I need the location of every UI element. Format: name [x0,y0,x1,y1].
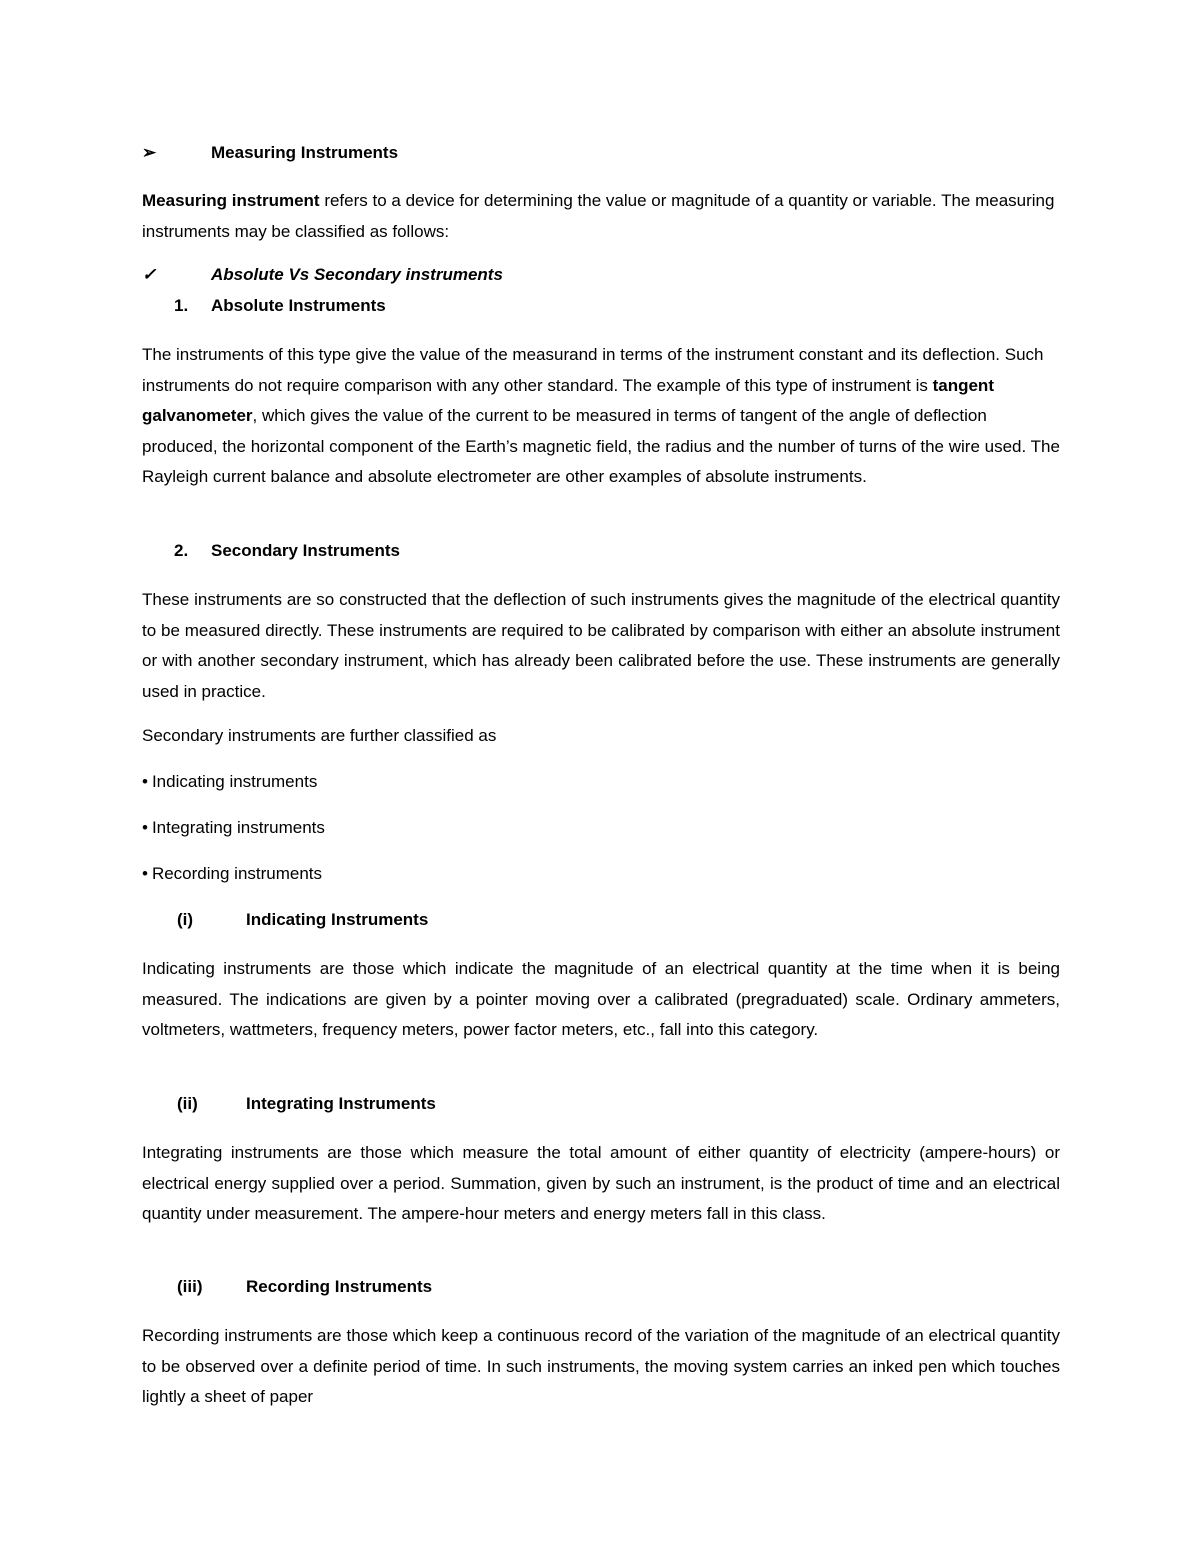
absolute-text-b: , which gives the value of the current to be measured in terms of tangent of the angle of deflection produced, the horizontal component of the Earth’s magnetic field, the radius and the number of turns of the wire used. The Rayleigh current balance and absolute electrometer are other examples of absolute instruments. [142,406,1060,486]
list-item-text: Recording instruments [151,864,323,883]
recording-text: Recording instruments are those which keep a continuous record of the variation of the magnitude of an electrical quantity to be observed over a definite period of time. In such instruments, the moving system carries an inked pen which touches lightly a sheet of paper [142,1326,1060,1406]
secondary-paragraph [142,585,1060,707]
absolute-number: 1. [174,296,189,315]
indicating-title: Indicating Instruments [246,910,429,929]
classification-subheading-text: Absolute Vs Secondary instruments [211,265,503,284]
main-heading-text: Measuring Instruments [211,143,399,162]
list-item [142,864,1060,884]
indicating-paragraph [142,954,1060,1046]
bullet-icon: • [142,818,148,837]
indicating-numeral: (i) [177,910,194,929]
indicating-text: Indicating instruments are those which indicate the magnitude of an electrical quantity at the time when it is being measured. The indications are given by a pointer moving over a calibrated (pregraduated) scale. Ordinary ammeters, voltmeters, wattmeters, frequency meters, power factor meters, etc., fall into this category. [142,959,1060,1039]
arrow-bullet-icon: ➢ [142,143,157,162]
recording-title: Recording Instruments [246,1277,433,1296]
secondary-further [142,726,1060,746]
absolute-bold-term: tangent galvanometer [142,375,994,425]
integrating-text: Integrating instruments are those which measure the total amount of either quantity of electricity (ampere-hours) or electrical energy supplied over a period. Summation, given by such an instrument, is the product of time and an electrical quantity under measurement. The ampere-hour meters and energy meters fall in this class. [142,1143,1060,1223]
integrating-title: Integrating Instruments [246,1094,436,1113]
recording-heading [142,1277,1060,1297]
bullet-icon: • [142,864,148,883]
secondary-further-text: Secondary instruments are further classified as [142,726,497,745]
intro-text: refers to a device for determining the value or magnitude of a quantity or variable. The measuring instruments may be classified as follows: [142,191,1055,241]
list-item-text: Integrating instruments [151,818,325,837]
recording-paragraph [142,1321,1060,1413]
integrating-heading [142,1094,1060,1114]
list-item [142,772,1060,792]
absolute-paragraph [142,340,1060,493]
absolute-text-a: The instruments of this type give the value of the measurand in terms of the instrument constant and its deflection. Such instruments do not require comparison with any other standard. The example of this type of instrument is [142,345,1044,395]
indicating-heading [142,910,1060,930]
integrating-paragraph [142,1138,1060,1230]
classification-subheading [142,265,1060,285]
list-item-text: Indicating instruments [151,772,318,791]
secondary-text: These instruments are so constructed that the deflection of such instruments gives the magnitude of the electrical quantity to be measured directly. These instruments are required to be calibrated by comparison with either an absolute instrument or with another secondary instrument, which has already been calibrated before the use. These instruments are generally used in practice. [142,590,1060,701]
secondary-heading [142,541,1060,561]
intro-paragraph [142,186,1060,247]
secondary-title: Secondary Instruments [211,541,400,560]
list-item [142,818,1060,838]
bullet-icon: • [142,772,148,791]
checkmark-icon: ✓ [142,265,157,284]
absolute-title: Absolute Instruments [211,296,386,315]
absolute-heading [142,296,1060,316]
secondary-number: 2. [174,541,189,560]
recording-numeral: (iii) [177,1277,203,1296]
integrating-numeral: (ii) [177,1094,198,1113]
main-heading [142,143,1060,163]
intro-term: Measuring instrument [142,191,320,210]
